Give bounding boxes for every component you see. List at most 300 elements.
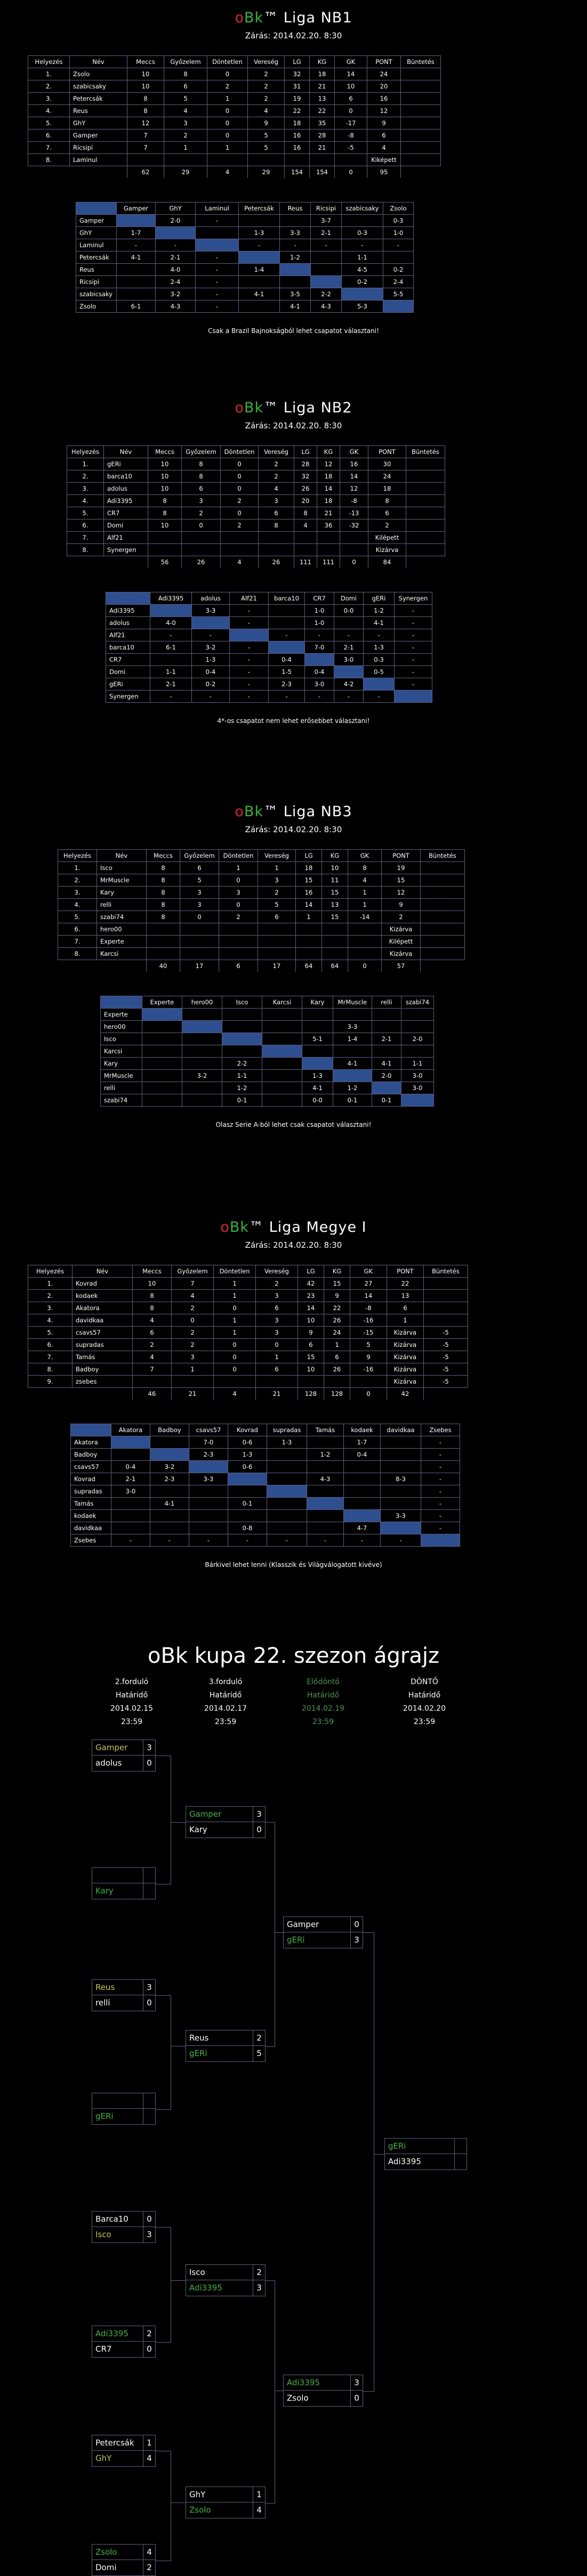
stat-cell <box>221 532 259 544</box>
stat-cell: 30 <box>368 458 406 470</box>
header-cell: Döntetlen <box>214 1265 256 1278</box>
matrix-row-header: hero00 <box>101 1021 142 1033</box>
standings-header-row <box>28 1265 468 1278</box>
matrix-col-header: csavs57 <box>189 1424 228 1436</box>
stat-cell: 18 <box>296 862 322 874</box>
stat-cell <box>294 532 317 544</box>
result-cell <box>150 1449 189 1461</box>
stat-cell: -5 <box>424 1363 468 1376</box>
result-cell: - <box>196 300 239 313</box>
stat-cell: 8 <box>294 507 317 519</box>
result-cell <box>262 1045 302 1058</box>
round-time: 23:59 <box>312 1718 334 1726</box>
results-matrix <box>76 202 414 313</box>
matrix-row <box>71 1510 460 1522</box>
stat-cell: 6. <box>67 519 104 532</box>
stat-cell: 9 <box>324 1290 350 1302</box>
total-cell <box>104 556 148 568</box>
stat-cell <box>424 1290 468 1302</box>
result-cell: - <box>421 1461 460 1473</box>
bracket-match <box>186 2486 266 2518</box>
result-cell <box>311 264 342 276</box>
stat-cell <box>421 862 465 874</box>
matrix-row-header: GhY <box>76 227 117 239</box>
stat-cell: 8 <box>368 495 406 507</box>
result-cell <box>142 1045 182 1058</box>
matrix-row-header: szabicsaky <box>76 288 117 300</box>
total-cell <box>70 166 127 178</box>
team-name: Gamper <box>287 1920 319 1929</box>
result-cell <box>307 1436 344 1449</box>
stat-cell: 20 <box>294 495 317 507</box>
stat-cell: 5 <box>350 1339 387 1351</box>
stat-cell: 15 <box>322 887 348 899</box>
standings-row <box>67 495 445 507</box>
result-cell: 4-3 <box>156 300 196 313</box>
bracket-connector <box>266 1822 275 2047</box>
matrix-row <box>101 1009 434 1021</box>
result-cell <box>150 605 192 617</box>
standings-row <box>67 458 445 470</box>
logo-bk: Bk <box>244 10 264 26</box>
bracket-match <box>92 1740 156 1771</box>
total-cell: 128 <box>298 1388 324 1400</box>
total-cell <box>28 1388 73 1400</box>
stat-cell: 8 <box>127 93 164 105</box>
team-name: zsebes <box>73 1376 133 1388</box>
stat-cell: 8 <box>147 911 180 923</box>
header-cell: Név <box>70 56 127 68</box>
result-cell: - <box>383 239 414 251</box>
stat-cell: 0 <box>207 105 248 117</box>
standings-table <box>28 55 441 178</box>
team-name: Gamper <box>189 1809 222 1819</box>
bracket-connector <box>171 2502 186 2504</box>
result-cell: 3-0 <box>401 1070 434 1082</box>
stat-cell: 2 <box>164 129 207 142</box>
totals-row <box>28 166 441 178</box>
team-score: 0 <box>143 2212 155 2226</box>
stat-cell: 3 <box>259 495 294 507</box>
stat-cell <box>406 519 445 532</box>
match-team-row <box>186 2046 266 2062</box>
stat-cell <box>147 936 180 948</box>
standings-header-row <box>28 56 441 68</box>
team-name: Zsolo <box>70 68 127 80</box>
stat-cell: 7 <box>127 142 164 154</box>
result-cell: - <box>395 641 432 654</box>
stat-cell <box>182 532 221 544</box>
total-cell: 4 <box>207 166 248 178</box>
team-name: supradas <box>73 1339 133 1351</box>
team-score: 1 <box>253 2487 265 2502</box>
round-name: 2.forduló <box>115 1678 149 1686</box>
total-cell: 62 <box>127 166 164 178</box>
stat-cell: 14 <box>335 68 367 80</box>
bracket-match <box>283 2375 363 2407</box>
matrix-row <box>101 1082 434 1094</box>
result-cell <box>156 227 196 239</box>
stat-cell: Kilépett <box>368 532 406 544</box>
stat-cell: -32 <box>340 519 368 532</box>
header-cell: GK <box>340 446 368 458</box>
match-team-row <box>186 1806 266 1822</box>
matrix-col-header: Karcsi <box>262 996 302 1009</box>
stat-cell: 5 <box>164 93 207 105</box>
stat-cell: 28 <box>294 458 317 470</box>
match-team-row <box>384 2138 467 2154</box>
result-cell <box>189 1510 228 1522</box>
stat-cell <box>180 923 219 936</box>
stat-cell <box>324 1376 350 1388</box>
stat-cell: 21 <box>317 507 340 519</box>
team-name <box>92 1868 143 1883</box>
bracket-connector <box>156 2227 171 2343</box>
matrix-row-header: barca10 <box>106 641 150 654</box>
match-team-row <box>186 2264 266 2280</box>
matrix-row <box>101 1058 434 1070</box>
team-name: Reus <box>70 105 127 117</box>
header-cell: LG <box>296 850 322 862</box>
team-score: 0 <box>143 1756 155 1771</box>
matrix-row-header: CR7 <box>106 654 150 666</box>
result-cell: 4-1 <box>302 1082 333 1094</box>
total-cell: 17 <box>180 960 219 972</box>
stat-cell: 8 <box>148 495 182 507</box>
result-cell <box>222 1021 262 1033</box>
stat-cell: 12 <box>367 105 401 117</box>
team-name: Badboy <box>73 1363 133 1376</box>
matrix-row-header: Gamper <box>76 215 117 227</box>
result-cell <box>111 1498 150 1510</box>
stat-cell: 24 <box>367 68 401 80</box>
round-name: Elődöntő <box>307 1678 340 1686</box>
stat-cell <box>421 911 465 923</box>
result-cell: 0-3 <box>383 215 414 227</box>
result-cell: - <box>305 629 334 641</box>
team-score: 3 <box>143 1740 155 1755</box>
result-cell <box>307 1522 344 1534</box>
round-label: Határidő <box>408 1691 441 1700</box>
result-cell <box>182 1009 222 1021</box>
result-cell: 5-5 <box>383 288 414 300</box>
stat-cell: 1 <box>258 862 296 874</box>
stat-cell: 8 <box>147 887 180 899</box>
result-cell: 4-5 <box>342 264 383 276</box>
result-cell: 0-2 <box>383 264 414 276</box>
stat-cell: 7. <box>67 532 104 544</box>
result-cell: 3-2 <box>182 1070 222 1082</box>
stat-cell: 0 <box>207 129 248 142</box>
matrix-header-row <box>106 592 432 605</box>
team-score: 2 <box>143 2560 155 2575</box>
team-name: Tamás <box>73 1351 133 1363</box>
team-name: Alf21 <box>104 532 148 544</box>
team-name: Synergen <box>104 544 148 556</box>
team-name: Laminul <box>70 154 127 166</box>
stat-cell: -14 <box>348 911 382 923</box>
stat-cell <box>406 495 445 507</box>
totals-row <box>67 556 445 568</box>
result-cell <box>239 300 280 313</box>
result-cell: 4-1 <box>117 251 156 264</box>
stat-cell: -8 <box>335 129 367 142</box>
bracket-connector <box>156 1995 171 2110</box>
result-cell: 1-3 <box>364 641 395 654</box>
result-cell <box>381 1436 421 1449</box>
total-cell: 4 <box>221 556 259 568</box>
team-score: 3 <box>350 2375 363 2390</box>
match-team-row <box>92 2560 156 2576</box>
matrix-col-header: Zsolo <box>383 202 414 215</box>
standings-row <box>28 1376 468 1388</box>
result-cell: - <box>230 678 269 690</box>
result-cell <box>189 1498 228 1510</box>
matrix-row-header: MrMuscle <box>101 1070 142 1082</box>
result-cell <box>381 1485 421 1498</box>
stat-cell <box>322 948 348 960</box>
stat-cell: 8 <box>127 105 164 117</box>
stat-cell: 6. <box>58 923 97 936</box>
match-team-row <box>92 2544 156 2560</box>
matrix-row <box>101 1033 434 1045</box>
stat-cell: 2. <box>58 874 97 887</box>
result-cell: 2-0 <box>401 1033 434 1045</box>
bracket-match <box>186 2264 266 2296</box>
matrix-row-header: supradas <box>71 1485 111 1498</box>
stat-cell: 6 <box>259 507 294 519</box>
result-cell <box>344 1510 381 1522</box>
result-cell: - <box>230 690 269 703</box>
stat-cell: 2 <box>207 80 248 93</box>
stat-cell: 10 <box>148 483 182 495</box>
team-name: Experte <box>97 936 147 948</box>
stat-cell: 32 <box>294 470 317 483</box>
stat-cell: 3 <box>256 1314 298 1327</box>
stat-cell: 7 <box>127 129 164 142</box>
result-cell <box>262 1058 302 1070</box>
result-cell: 0-1 <box>228 1498 267 1510</box>
stat-cell: 10 <box>298 1363 324 1376</box>
matrix-row-header: kodaek <box>71 1510 111 1522</box>
team-score: 1 <box>143 2435 155 2450</box>
league-title <box>0 10 587 26</box>
result-cell: 2-1 <box>156 251 196 264</box>
matrix-row <box>101 1045 434 1058</box>
stat-cell: 6 <box>367 129 401 142</box>
result-cell: 4-1 <box>364 617 395 629</box>
total-cell: 0 <box>335 166 367 178</box>
matrix-row-header: Alf21 <box>106 629 150 641</box>
stat-cell: 22 <box>387 1278 424 1290</box>
total-cell <box>28 166 70 178</box>
result-cell: - <box>421 1449 460 1461</box>
matrix-row <box>71 1461 460 1473</box>
result-cell <box>401 1009 434 1021</box>
result-cell: 1-2 <box>222 1082 262 1094</box>
stat-cell: 3 <box>172 1351 214 1363</box>
result-cell <box>150 1510 189 1522</box>
stat-cell <box>322 923 348 936</box>
stat-cell <box>401 154 441 166</box>
team-name: Ricsipi <box>70 142 127 154</box>
result-cell: - <box>421 1522 460 1534</box>
standings-header-row <box>67 446 445 458</box>
stat-cell: 5 <box>180 874 219 887</box>
result-cell <box>401 1021 434 1033</box>
result-cell <box>117 264 156 276</box>
result-cell <box>267 1510 307 1522</box>
result-cell: - <box>421 1498 460 1510</box>
team-name: Kary <box>97 887 147 899</box>
team-name: Petercsák <box>95 2438 134 2448</box>
result-cell: 1-3 <box>228 1449 267 1461</box>
result-cell: - <box>239 239 280 251</box>
stat-cell <box>406 470 445 483</box>
matrix-col-header: Zsebes <box>421 1424 460 1436</box>
header-cell: Helyezés <box>28 1265 73 1278</box>
stat-cell: Kiképett <box>367 154 401 166</box>
matrix-row <box>71 1473 460 1485</box>
stat-cell: 2 <box>259 470 294 483</box>
result-cell: 5-1 <box>302 1033 333 1045</box>
result-cell <box>372 1045 401 1058</box>
matrix-col-header: Kary <box>302 996 333 1009</box>
stat-cell: 10 <box>148 519 182 532</box>
header-cell: Döntetlen <box>207 56 248 68</box>
stat-cell: 3. <box>58 887 97 899</box>
stat-cell: 14 <box>317 483 340 495</box>
stat-cell: 5 <box>248 129 285 142</box>
header-cell: Meccs <box>133 1265 172 1278</box>
stat-cell: 8 <box>148 507 182 519</box>
stat-cell: 0 <box>172 1314 214 1327</box>
header-cell: Vereség <box>248 56 285 68</box>
result-cell: - <box>196 264 239 276</box>
matrix-row <box>106 605 432 617</box>
result-cell <box>280 264 311 276</box>
header-cell: Név <box>97 850 147 862</box>
result-cell: 1-0 <box>383 227 414 239</box>
stat-cell: 0 <box>214 1302 256 1314</box>
stat-cell <box>148 544 182 556</box>
stat-cell: 0 <box>214 1363 256 1376</box>
total-cell: 111 <box>317 556 340 568</box>
stat-cell: 12 <box>340 483 368 495</box>
stat-cell: Kilépett <box>382 936 421 948</box>
standings-row <box>28 117 441 129</box>
stat-cell: 8 <box>259 519 294 532</box>
stat-cell <box>401 105 441 117</box>
total-cell: 26 <box>182 556 221 568</box>
result-cell: 3-3 <box>280 227 311 239</box>
result-cell <box>182 1058 222 1070</box>
bracket-connector <box>275 2391 284 2392</box>
stat-cell <box>221 544 259 556</box>
league-name: ™ Liga NB1 <box>263 10 352 26</box>
stat-cell: 3. <box>28 1302 73 1314</box>
result-cell <box>196 239 239 251</box>
stat-cell: 2 <box>258 887 296 899</box>
result-cell: 4-7 <box>344 1522 381 1534</box>
matrix-row-header: Kary <box>101 1058 142 1070</box>
result-cell: - <box>395 678 432 690</box>
matrix-row-header: Badboy <box>71 1449 111 1461</box>
matrix-col-header: supradas <box>267 1424 307 1436</box>
team-name: Adi3395 <box>189 2283 222 2293</box>
matrix-row <box>71 1522 460 1534</box>
stat-cell: 4. <box>67 495 104 507</box>
stat-cell <box>406 507 445 519</box>
result-cell <box>117 288 156 300</box>
stat-cell: 13 <box>387 1290 424 1302</box>
stat-cell: 1 <box>256 1351 298 1363</box>
team-name: GhY <box>95 2453 112 2463</box>
round-name: 3.forduló <box>208 1678 243 1686</box>
matrix-col-header: CR7 <box>305 592 334 605</box>
stat-cell: Kizárva <box>387 1327 424 1339</box>
stat-cell <box>340 544 368 556</box>
matrix-row <box>101 1021 434 1033</box>
result-cell <box>189 1485 228 1498</box>
result-cell: 3-2 <box>150 1461 189 1473</box>
matrix-row-header: Zsolo <box>76 300 117 313</box>
result-cell <box>111 1449 150 1461</box>
team-name: Zsolo <box>189 2505 211 2515</box>
team-score: 3 <box>143 2227 155 2242</box>
result-cell: - <box>156 239 196 251</box>
matrix-col-header: hero00 <box>182 996 222 1009</box>
match-team-row <box>283 2391 363 2407</box>
stat-cell: 15 <box>296 874 322 887</box>
stat-cell: 8. <box>67 544 104 556</box>
stat-cell: 2 <box>248 93 285 105</box>
result-cell: 0-3 <box>342 227 383 239</box>
team-name: GhY <box>189 2490 206 2499</box>
stat-cell <box>258 936 296 948</box>
header-cell: GK <box>350 1265 387 1278</box>
matrix-row <box>76 288 414 300</box>
result-cell <box>344 1461 381 1473</box>
stat-cell: 0 <box>221 458 259 470</box>
round-time: 23:59 <box>413 1718 436 1726</box>
bracket-connector <box>171 1822 186 1823</box>
stat-cell: 18 <box>317 470 340 483</box>
stat-cell: 13 <box>322 899 348 911</box>
stat-cell <box>401 142 441 154</box>
stat-cell: 6 <box>256 1363 298 1376</box>
result-cell: 6-1 <box>150 641 192 654</box>
stat-cell: 2 <box>248 68 285 80</box>
match-team-row <box>186 2486 266 2502</box>
result-cell: 7-0 <box>189 1436 228 1449</box>
header-cell: LG <box>294 446 317 458</box>
bracket-match <box>186 2030 266 2062</box>
stat-cell: -17 <box>335 117 367 129</box>
header-cell: PONT <box>368 446 406 458</box>
stat-cell: 4 <box>367 142 401 154</box>
stat-cell <box>317 544 340 556</box>
header-cell: Büntetés <box>406 446 445 458</box>
stat-cell: 8 <box>164 68 207 80</box>
result-cell: 1-7 <box>117 227 156 239</box>
team-score: 3 <box>253 1807 265 1822</box>
stat-cell: 2 <box>172 1302 214 1314</box>
stat-cell: 0 <box>335 105 367 117</box>
header-cell: KG <box>322 850 348 862</box>
result-cell: - <box>395 654 432 666</box>
stat-cell: 10 <box>148 458 182 470</box>
